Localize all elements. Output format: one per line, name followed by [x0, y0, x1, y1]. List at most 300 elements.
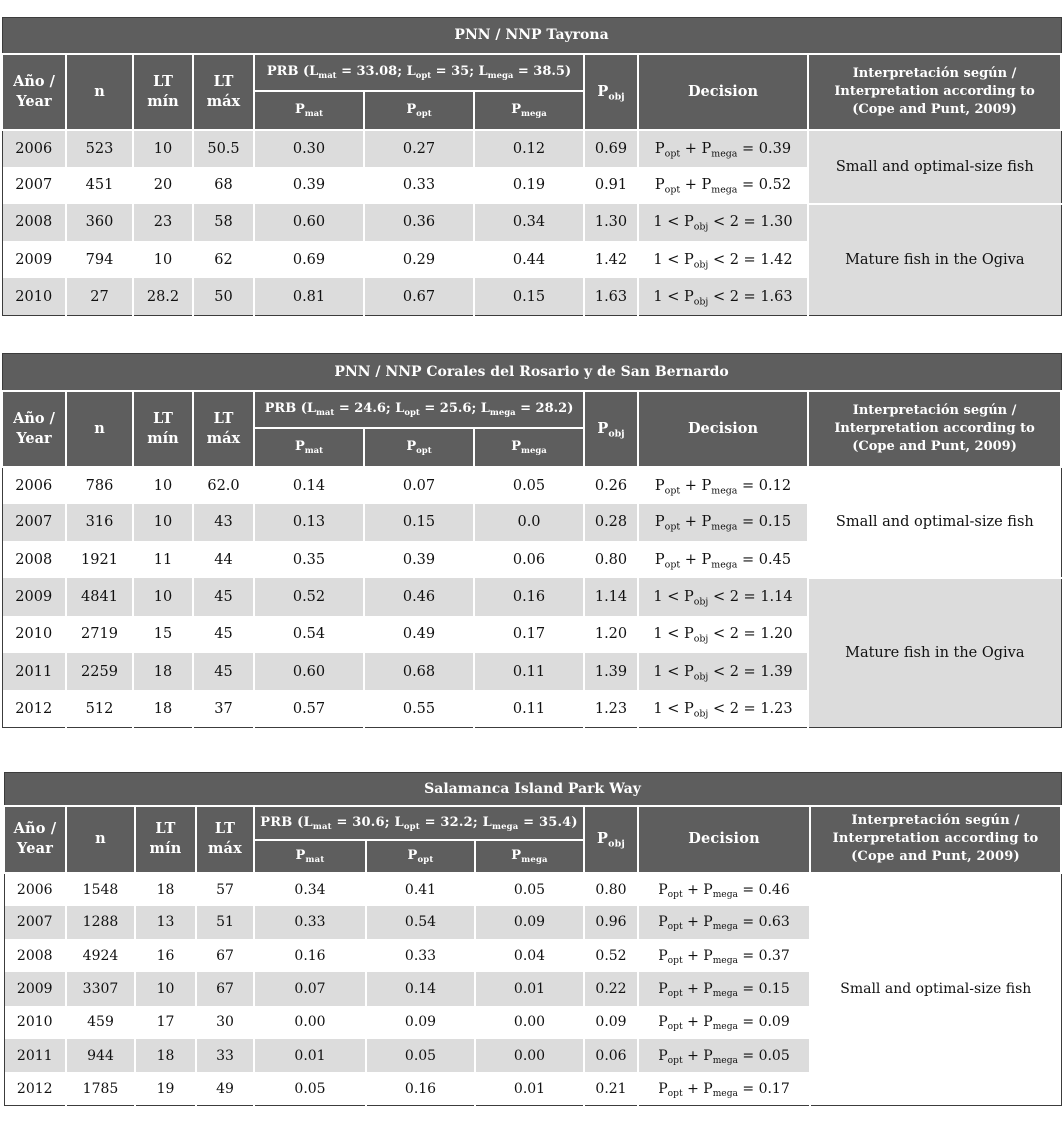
p-mat-cell-value: 0.57: [292, 700, 326, 717]
prb-header: [254, 54, 584, 91]
lt-max-cell-value: 68: [214, 177, 233, 194]
prb-eq: =: [331, 814, 353, 830]
p-symbol: P: [654, 177, 665, 194]
prb-lopt: 35: [451, 64, 470, 79]
lt-min-cell-value: 18: [153, 700, 173, 717]
interp-header-line2: Interpretation according to: [834, 83, 1035, 99]
p-symbol: P: [294, 102, 305, 117]
p-mega-sub: mega: [711, 559, 738, 571]
lt-max-cell-value: 50.5: [207, 140, 240, 157]
p-mat-cell-value: 0.60: [292, 663, 326, 680]
p-mat-cell-value: 0.35: [292, 551, 326, 568]
p-opt-sub: opt: [664, 559, 681, 571]
p-mega-cell-value: 0.11: [512, 663, 546, 680]
n-header: [66, 806, 135, 873]
p-mega-cell-value: 0.01: [513, 1080, 546, 1097]
n-cell: [66, 504, 133, 541]
p-mat-cell: [254, 873, 366, 906]
p-obj-symbol: P: [597, 82, 609, 100]
decision-value: 0.12: [758, 477, 792, 494]
p-mat-cell: [254, 1006, 366, 1039]
lt-min-cell: [133, 653, 193, 690]
p-opt-sub: opt: [416, 444, 432, 455]
p-opt-cell: [364, 278, 474, 315]
plus-sign: +: [680, 551, 702, 568]
decision-value: 0.46: [758, 881, 790, 898]
p-mega-sub: mega: [711, 184, 738, 196]
prb-l: L: [394, 814, 404, 830]
year-header: [4, 806, 66, 873]
p-mega-sub: mega: [711, 484, 738, 496]
p-mega-sub: mega: [712, 989, 738, 1000]
lt-max-cell-value: 67: [216, 981, 234, 998]
plus-sign: +: [682, 914, 704, 931]
equals-sign: =: [737, 1047, 759, 1064]
p-mat-cell: [254, 972, 366, 1005]
p-mega-cell: [474, 616, 584, 653]
p-obj-cell: [584, 616, 638, 653]
table-row: [2, 130, 1061, 167]
n-cell: [66, 278, 133, 315]
decision-value: 0.52: [758, 177, 792, 194]
p-opt-cell: [366, 972, 475, 1005]
plus-sign: +: [682, 1047, 704, 1064]
prb-sep: ;: [469, 64, 479, 79]
p-mat-cell-value: 0.16: [294, 947, 326, 964]
p-mat-header: [254, 91, 364, 130]
prb-close: ): [564, 64, 572, 79]
p-mega-cell: [475, 939, 584, 972]
interpretation-text: Small and optimal-size fish: [835, 514, 1034, 531]
p-obj-cell-value: 0.21: [595, 1080, 627, 1097]
n-header: [66, 54, 133, 130]
p-obj-sub: obj: [693, 670, 709, 682]
range-suffix: < 2 =: [708, 251, 761, 268]
decision-cell: [638, 241, 808, 278]
p-mega-cell-value: 0.01: [513, 981, 546, 998]
decision-cell: [638, 204, 808, 241]
decision-header: [638, 391, 808, 467]
prb-lmat: 33.08: [356, 64, 398, 79]
n-cell: [66, 241, 133, 278]
p-mat-cell-value: 0.60: [292, 214, 326, 231]
table-title-text: PNN / NNP Corales del Rosario y de San Bernardo: [334, 363, 729, 380]
lt-max-cell-value: 50: [214, 288, 233, 305]
lt-max-cell: [196, 972, 254, 1005]
p-symbol: P: [701, 514, 712, 531]
p-symbol: P: [407, 848, 418, 863]
lt-max-line2: máx: [206, 92, 241, 110]
year-header-line2: Year: [16, 840, 54, 857]
p-opt-header: [366, 840, 475, 873]
p-mat-cell: [254, 653, 364, 690]
p-symbol: P: [406, 439, 417, 454]
lt-min-cell-value: 23: [153, 214, 173, 231]
equals-sign: =: [737, 1014, 759, 1031]
n-cell-value: 4924: [82, 947, 119, 964]
lt-max-cell-value: 57: [216, 881, 234, 898]
year-cell: [2, 167, 66, 204]
p-mega-cell-value: 0.12: [512, 140, 546, 157]
decision-cell: [638, 1039, 810, 1072]
year-header: [2, 54, 66, 130]
prb-lmat: 24.6: [354, 401, 386, 416]
p-obj-cell: [584, 167, 638, 204]
decision-cell: [638, 906, 810, 939]
lt-min-cell: [133, 616, 193, 653]
interp-header-line1: Interpretación según /: [852, 65, 1017, 81]
p-mat-sub: mat: [304, 107, 324, 118]
lt-min-cell-value: 17: [156, 1014, 175, 1031]
lt-min-line2: mín: [147, 429, 179, 447]
p-mega-cell-value: 0.05: [513, 881, 546, 898]
year-cell: [2, 578, 66, 615]
lt-min-cell-value: 10: [153, 251, 173, 268]
n-cell-value: 316: [85, 514, 114, 531]
table-title: [4, 773, 1061, 806]
p-opt-cell: [364, 653, 474, 690]
decision-cell: [638, 467, 808, 504]
range-prefix: 1 <: [653, 251, 684, 268]
prb-l: L: [478, 64, 488, 79]
equals-sign: =: [737, 514, 759, 531]
decision-cell: [638, 167, 808, 204]
lt-min-cell-value: 10: [153, 514, 173, 531]
range-suffix: < 2 =: [708, 700, 761, 717]
p-symbol: P: [701, 477, 712, 494]
p-obj-cell: [584, 1072, 638, 1105]
p-mega-sub: mega: [712, 1022, 738, 1033]
p-opt-header: [364, 428, 474, 467]
prb-sep: ;: [385, 401, 396, 416]
p-obj-sub: obj: [693, 707, 709, 719]
lt-max-cell-value: 62.0: [207, 477, 240, 494]
p-mat-cell: [254, 616, 364, 653]
lt-min-cell-value: 10: [153, 589, 173, 606]
table-row: [2, 578, 1061, 615]
p-mat-cell: [254, 130, 364, 167]
p-mega-sub: mega: [712, 955, 738, 966]
p-mega-cell: [474, 130, 584, 167]
p-mega-cell: [474, 541, 584, 578]
n-cell: [66, 906, 135, 939]
interp-header-line3: (Cope and Punt, 2009): [851, 849, 1020, 864]
lt-min-cell: [133, 204, 193, 241]
plus-sign: +: [680, 477, 702, 494]
p-mat-cell-value: 0.13: [292, 514, 326, 531]
year-cell-value: 2008: [16, 947, 53, 964]
p-opt-cell-value: 0.39: [402, 551, 436, 568]
prb-l: L: [395, 401, 405, 416]
lt-max-cell: [193, 504, 254, 541]
p-obj-sub: obj: [693, 258, 709, 270]
p-mega-cell-value: 0.17: [512, 626, 546, 643]
table-row: [4, 873, 1061, 906]
p-mega-cell-value: 0.44: [512, 251, 546, 268]
p-symbol: P: [683, 251, 694, 268]
lt-max-cell: [196, 939, 254, 972]
p-mega-sub: mega: [521, 107, 547, 118]
lt-min-line2: mín: [147, 92, 179, 110]
lt-max-cell-value: 58: [214, 214, 233, 231]
equals-sign: =: [737, 947, 759, 964]
prb-close: ): [571, 814, 578, 830]
range-prefix: 1 <: [653, 700, 684, 717]
p-opt-sub: opt: [664, 521, 681, 533]
p-opt-cell-value: 0.15: [402, 514, 436, 531]
p-opt-cell: [364, 541, 474, 578]
equals-sign: =: [737, 177, 759, 194]
p-opt-cell-value: 0.54: [404, 914, 437, 931]
p-mat-cell: [254, 504, 364, 541]
p-mat-cell-value: 0.52: [292, 589, 326, 606]
lt-min-cell-value: 10: [153, 477, 173, 494]
interp-header-line3: (Cope and Punt, 2009): [852, 438, 1017, 454]
p-symbol: P: [658, 1014, 668, 1031]
lt-min-cell-value: 18: [153, 663, 173, 680]
p-mega-header: [475, 840, 584, 873]
year-cell: [4, 972, 66, 1005]
p-obj-symbol: P: [597, 419, 609, 437]
lt-min-cell: [133, 241, 193, 278]
p-opt-cell: [364, 578, 474, 615]
p-opt-cell-value: 0.36: [402, 214, 436, 231]
p-obj-cell-value: 0.80: [595, 881, 627, 898]
p-obj-cell-value: 0.96: [595, 914, 627, 931]
p-mega-cell: [474, 167, 584, 204]
p-mega-header: [474, 428, 584, 467]
lt-max-line1: LT: [214, 820, 236, 837]
p-symbol: P: [683, 700, 694, 717]
p-obj-cell-value: 1.39: [594, 663, 628, 680]
interp-header-line2: Interpretation according to: [832, 831, 1039, 846]
table-title: [2, 354, 1061, 391]
lt-max-cell: [193, 467, 254, 504]
p-symbol: P: [683, 214, 694, 231]
decision-cell: [638, 653, 808, 690]
year-cell-value: 2011: [15, 663, 53, 680]
lt-min-cell: [135, 873, 196, 906]
p-opt-cell: [364, 504, 474, 541]
p-mat-cell: [254, 906, 366, 939]
n-header-text: n: [95, 830, 106, 847]
p-mat-cell-value: 0.00: [294, 1014, 326, 1031]
prb-sub-mat: mat: [312, 820, 332, 831]
lt-min-cell-value: 18: [156, 881, 175, 898]
decision-value: 0.15: [758, 514, 792, 531]
lt-max-cell: [193, 167, 254, 204]
p-mega-cell: [475, 873, 584, 906]
p-opt-cell: [364, 616, 474, 653]
p-symbol: P: [294, 439, 305, 454]
p-symbol: P: [658, 914, 668, 931]
prb-header: [254, 391, 584, 428]
n-cell: [66, 578, 133, 615]
p-symbol: P: [654, 514, 665, 531]
lt-min-cell-value: 13: [156, 914, 175, 931]
lt-min-header: [133, 391, 193, 467]
lt-max-cell-value: 30: [216, 1014, 234, 1031]
p-obj-cell-value: 0.09: [595, 1014, 627, 1031]
lt-min-cell: [135, 1039, 196, 1072]
p-opt-header: [364, 91, 474, 130]
year-cell-value: 2008: [15, 214, 53, 231]
p-opt-cell-value: 0.09: [404, 1014, 437, 1031]
p-opt-cell: [366, 1006, 475, 1039]
p-mat-cell: [254, 241, 364, 278]
lt-min-cell: [133, 578, 193, 615]
lt-min-cell-value: 18: [156, 1047, 175, 1064]
equals-sign: =: [737, 477, 759, 494]
decision-value: 0.63: [758, 914, 790, 931]
p-obj-cell-value: 1.42: [594, 251, 628, 268]
year-cell: [2, 204, 66, 241]
prb-sub-opt: opt: [404, 406, 420, 417]
p-symbol: P: [701, 140, 712, 157]
p-obj-cell: [584, 1006, 638, 1039]
p-obj-header: [584, 54, 638, 130]
p-opt-sub: opt: [667, 1022, 683, 1033]
lt-min-cell: [133, 130, 193, 167]
p-opt-cell-value: 0.68: [402, 663, 436, 680]
year-cell: [2, 278, 66, 315]
n-cell-value: 794: [85, 251, 114, 268]
lt-max-cell: [193, 690, 254, 727]
decision-header-text: Decision: [687, 419, 759, 437]
lt-max-cell: [193, 241, 254, 278]
range-prefix: 1 <: [653, 288, 684, 305]
lt-max-cell: [193, 653, 254, 690]
lt-max-cell: [193, 578, 254, 615]
p-obj-cell: [584, 467, 638, 504]
prb-sub-mat: mat: [318, 69, 337, 80]
lt-max-cell: [196, 1006, 254, 1039]
n-cell-value: 1921: [81, 551, 118, 568]
n-header-text: n: [94, 82, 105, 100]
plus-sign: +: [680, 140, 702, 157]
interpretation-cell: [808, 130, 1061, 204]
results-table: [1, 17, 1062, 316]
p-symbol: P: [703, 1080, 713, 1097]
year-header: [2, 391, 66, 467]
p-opt-sub: opt: [667, 922, 683, 933]
p-symbol: P: [683, 288, 694, 305]
prb-lopt: 32.2: [440, 814, 473, 830]
equals-sign: =: [737, 881, 759, 898]
p-mega-sub: mega: [521, 853, 548, 864]
range-suffix: < 2 =: [708, 288, 761, 305]
p-opt-cell-value: 0.41: [404, 881, 437, 898]
plus-sign: +: [682, 1080, 704, 1097]
p-opt-sub: opt: [667, 889, 683, 900]
prb-eq: =: [515, 401, 536, 416]
p-opt-sub: opt: [664, 184, 681, 196]
decision-cell: [638, 541, 808, 578]
year-cell-value: 2009: [15, 589, 53, 606]
p-opt-sub: opt: [667, 955, 683, 966]
year-cell-value: 2009: [15, 251, 53, 268]
lt-min-cell-value: 11: [153, 551, 173, 568]
p-opt-cell: [366, 939, 475, 972]
p-mega-cell-value: 0.04: [513, 947, 546, 964]
lt-max-cell-value: 33: [216, 1047, 234, 1064]
p-mega-sub: mega: [711, 521, 738, 533]
lt-min-cell: [135, 972, 196, 1005]
interpretation-text: Mature fish in the Ogiva: [845, 645, 1025, 662]
n-cell-value: 459: [87, 1014, 114, 1031]
lt-max-cell-value: 62: [214, 251, 233, 268]
p-mat-cell-value: 0.07: [294, 981, 326, 998]
lt-max-header: [193, 391, 254, 467]
p-mega-cell-value: 0.05: [512, 477, 546, 494]
p-symbol: P: [703, 914, 713, 931]
lt-max-cell-value: 45: [214, 589, 233, 606]
p-mega-cell-value: 0.34: [512, 214, 546, 231]
lt-max-cell-value: 49: [216, 1080, 234, 1097]
lt-min-cell: [133, 467, 193, 504]
n-cell: [66, 130, 133, 167]
prb-eq: =: [431, 64, 452, 79]
plus-sign: +: [682, 881, 704, 898]
lt-min-header: [135, 806, 196, 873]
lt-max-header: [196, 806, 254, 873]
lt-max-line2: máx: [206, 429, 241, 447]
p-obj-cell-value: 0.91: [594, 177, 628, 194]
year-cell: [4, 906, 66, 939]
table-row: [2, 204, 1061, 241]
p-mat-cell: [254, 278, 364, 315]
p-mega-header: [474, 91, 584, 130]
n-cell-value: 786: [85, 477, 114, 494]
lt-min-line2: mín: [149, 840, 182, 857]
interpretation-text: Small and optimal-size fish: [835, 158, 1034, 175]
decision-cell: [638, 504, 808, 541]
p-mega-sub: mega: [521, 444, 547, 455]
prb-lmega: 38.5: [533, 64, 565, 79]
n-cell: [66, 1006, 135, 1039]
p-mat-header: [254, 428, 364, 467]
n-cell: [66, 972, 135, 1005]
p-mat-cell: [254, 939, 366, 972]
lt-min-cell-value: 16: [156, 947, 175, 964]
p-mega-cell-value: 0.00: [513, 1047, 546, 1064]
decision-value: 0.15: [758, 981, 790, 998]
lt-min-cell: [133, 690, 193, 727]
p-mega-cell: [474, 653, 584, 690]
year-header-line2: Year: [16, 429, 52, 447]
lt-max-cell: [196, 1039, 254, 1072]
prb-eq: =: [334, 401, 355, 416]
n-cell-value: 27: [90, 288, 109, 305]
p-obj-sub: obj: [693, 596, 709, 608]
year-cell-value: 2007: [15, 177, 53, 194]
p-opt-cell: [364, 467, 474, 504]
lt-min-cell-value: 20: [153, 177, 173, 194]
p-mega-cell: [475, 1039, 584, 1072]
p-mega-cell: [474, 690, 584, 727]
n-cell: [66, 1039, 135, 1072]
interpretation-header: [810, 806, 1061, 873]
lt-max-cell-value: 67: [216, 947, 234, 964]
p-obj-sub: obj: [693, 633, 709, 645]
lt-max-cell: [193, 278, 254, 315]
year-cell: [4, 1039, 66, 1072]
p-obj-cell: [584, 906, 638, 939]
p-obj-cell: [584, 541, 638, 578]
n-cell-value: 523: [85, 140, 114, 157]
prb-sep: ;: [397, 64, 407, 79]
lt-max-cell: [196, 873, 254, 906]
